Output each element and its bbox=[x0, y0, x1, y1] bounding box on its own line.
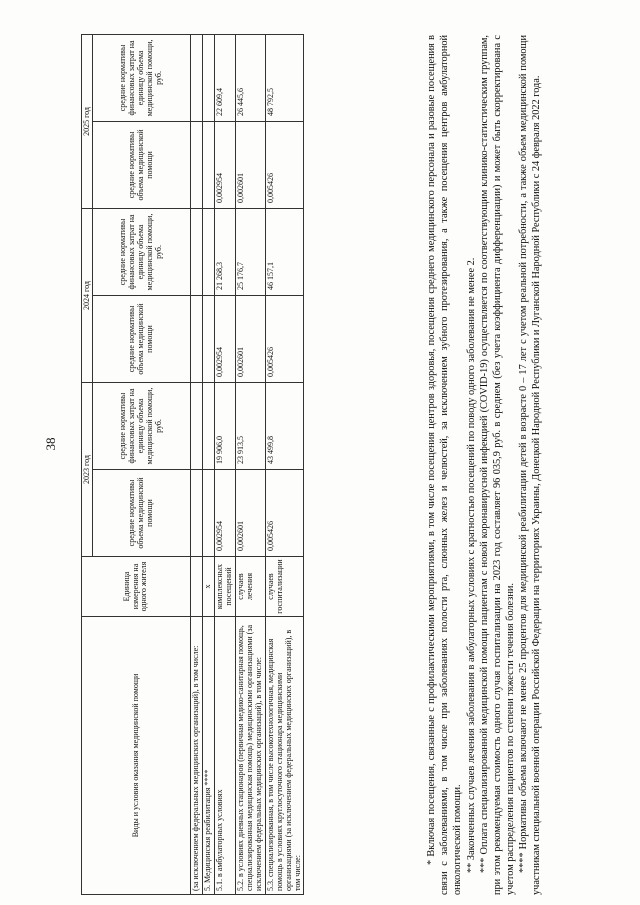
header-year-2025: 2025 год bbox=[82, 34, 93, 208]
cost-2024 bbox=[202, 208, 214, 295]
table-row bbox=[235, 34, 265, 894]
footnote-3: *** Оплата специализированной медицинской помощи пациентам с новой коронавирусной инфекцией (COVID-19) осуществляется по соответствующим клинико-статистическим группам, при этом рекомендуемая стоимость одного случая госпитализации на 2023 год составляет 96 035,9 руб. в среднем (без учета коэффициента дифференциации) и может быть скорректирована с учетом распределения пациентов по степени тяжести течения болезни. bbox=[478, 35, 517, 895]
footnote-1: * Включая посещения, связанные с профилактическими мероприятиями, в том числе посещения центров здоровья, посещения среднего медицинского персонала и разовые посещения в связи с заболеваниями, в том числе при заболеваниях полости рта, слюнных желез и челюстей, за исключением зубного протезирования, а также посещения центров амбулаторной онкологической помощи. bbox=[426, 35, 464, 895]
row-unit: случаев лечения bbox=[235, 557, 265, 617]
cost-2023 bbox=[191, 382, 203, 469]
cost-2023: 23 913,5 bbox=[235, 382, 265, 469]
volume-2025: 0,002954 bbox=[214, 121, 235, 208]
header-care-types: Виды и условия оказания медицинской помощи bbox=[82, 617, 191, 895]
page-number: 38 bbox=[43, 437, 58, 451]
footnote-4: **** Нормативы объема включают не менее 25 процентов для медицинской реабилитации детей в возрасте 0 – 17 лет с учетом реальной потребности, а также объем медицинской помощи участникам специальной военной операции Российской Федерации на территориях Украины, Донецкой Народной Республики и Луганской Народной Республики с 24 февраля 2022 года. bbox=[518, 35, 543, 895]
footnotes bbox=[425, 35, 544, 895]
norms-table-wrapper bbox=[81, 35, 304, 895]
header-year-2024: 2024 год bbox=[82, 208, 93, 382]
volume-2025 bbox=[191, 121, 203, 208]
volume-2023: 0,002601 bbox=[235, 470, 265, 557]
header-volume-2023: средние нормативы объема медицинской помощи bbox=[93, 470, 191, 557]
volume-2024: 0,002954 bbox=[214, 295, 235, 382]
cost-2023 bbox=[202, 382, 214, 469]
header-cost-2024: средние нормативы финансовых затрат на единицу объема медицинской помощи, руб. bbox=[93, 208, 191, 295]
footnote-2: ** Законченных случаев лечения заболевания в амбулаторных условиях с кратностью посещений по поводу одного заболевания не менее 2. bbox=[465, 257, 477, 873]
table-row bbox=[265, 34, 304, 894]
cost-2024: 21 268,3 bbox=[214, 208, 235, 295]
cost-2023: 43 499,8 bbox=[265, 382, 304, 469]
header-unit: Единица измерения на одного жителя bbox=[82, 557, 191, 617]
header-cost-2023: средние нормативы финансовых затрат на единицу объема медицинской помощи, руб. bbox=[93, 382, 191, 469]
row-unit: случаев госпитализации bbox=[265, 557, 304, 617]
rotated-page-content bbox=[81, 35, 601, 895]
table-row bbox=[191, 34, 203, 894]
row-name: 5. Медицинская реабилитация **** bbox=[202, 617, 214, 895]
row-unit: х bbox=[202, 557, 214, 617]
row-name: 5.1. в амбулаторных условиях bbox=[214, 617, 235, 895]
cost-2025: 48 792,5 bbox=[265, 34, 304, 121]
cost-2025: 22 609,4 bbox=[214, 34, 235, 121]
cost-2025 bbox=[191, 34, 203, 121]
header-year-2023: 2023 год bbox=[82, 382, 93, 556]
volume-2023: 0,005426 bbox=[265, 470, 304, 557]
table-row bbox=[202, 34, 214, 894]
medical-care-norms-table bbox=[81, 34, 304, 895]
cost-2025: 26 445,6 bbox=[235, 34, 265, 121]
volume-2024: 0,005426 bbox=[265, 295, 304, 382]
row-name: (за исключением федеральных медицинских организаций), в том числе: bbox=[191, 617, 203, 895]
volume-2025: 0,002601 bbox=[235, 121, 265, 208]
volume-2024 bbox=[191, 295, 203, 382]
volume-2024 bbox=[202, 295, 214, 382]
cost-2025 bbox=[202, 34, 214, 121]
row-unit: комплексных посещений bbox=[214, 557, 235, 617]
cost-2024 bbox=[191, 208, 203, 295]
table-row bbox=[214, 34, 235, 894]
cost-2023: 19 906,0 bbox=[214, 382, 235, 469]
volume-2023 bbox=[202, 470, 214, 557]
volume-2025 bbox=[202, 121, 214, 208]
volume-2024: 0,002601 bbox=[235, 295, 265, 382]
row-unit bbox=[191, 557, 203, 617]
volume-2023 bbox=[191, 470, 203, 557]
volume-2025: 0,005426 bbox=[265, 121, 304, 208]
row-name: 5.2. в условиях дневных стационаров (первичная медико-санитарная помощь, специализированная медицинская помощь) медицинскими организациями (за исключением федеральных медицинских организаций), в том числе: bbox=[235, 617, 265, 895]
header-cost-2025: средние нормативы финансовых затрат на единицу объема медицинской помощи, руб. bbox=[93, 34, 191, 121]
row-name: 5.3. специализированная, в том числе высокотехнологичная, медицинская помощь в условиях круглосуточного стационара медицинскими организациями (за исключением федеральных медицинских организаций), в том числе: bbox=[265, 617, 304, 895]
cost-2024: 25 176,7 bbox=[235, 208, 265, 295]
header-volume-2025: средние нормативы объема медицинской помощи bbox=[93, 121, 191, 208]
cost-2024: 46 157,1 bbox=[265, 208, 304, 295]
header-volume-2024: средние нормативы объема медицинской помощи bbox=[93, 295, 191, 382]
volume-2023: 0,002954 bbox=[214, 470, 235, 557]
